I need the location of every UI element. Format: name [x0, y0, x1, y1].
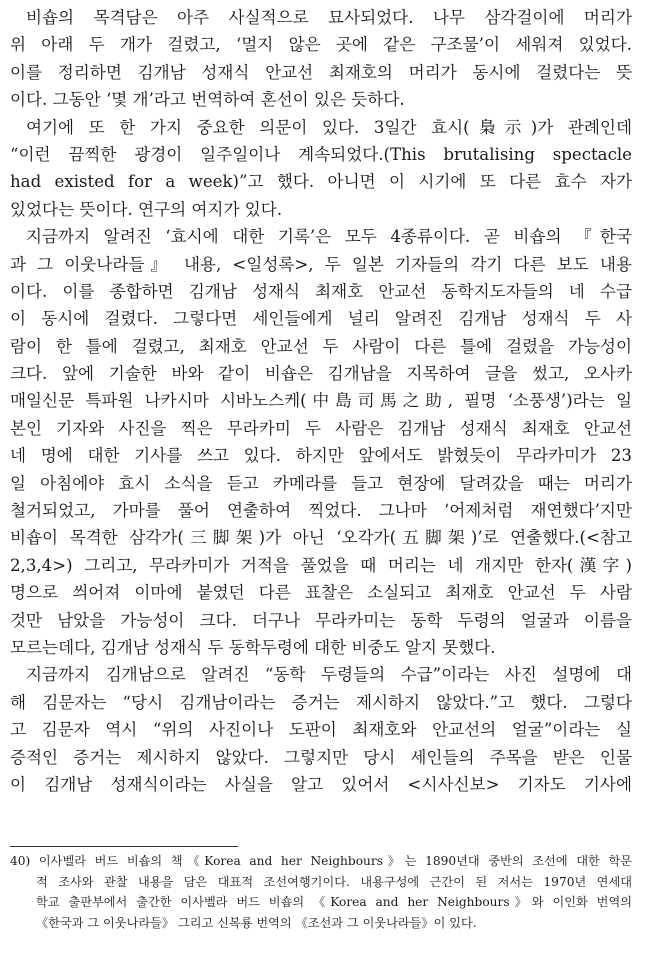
body-line: 이다. 그동안 ‘몇 개’라고 번역하여 혼선이 있은 듯하다. — [10, 90, 405, 110]
footnote-divider — [10, 846, 238, 847]
footnote-line: 적 조사와 관찰 내용을 담은 대표적 조선여행기이다. 내용구성에 근간이 된 저서는 1970년 연세대 — [36, 874, 632, 889]
footnote-line: 40) 이사벨라 버드 비숍의 책《Korea and her Neighbours》는 1890년대 중반의 조선에 대한 학문 — [10, 854, 632, 868]
body-line: 있었다는 뜻이다. 연구의 여지가 있다. — [10, 199, 283, 219]
body-line: 지금까지 김개남으로 알려진 “동학 두령들의 수급”이라는 사진 설명에 대 — [26, 665, 632, 685]
body-line: 증적인 증거는 제시하지 않았다. 그렇지만 당시 세인들의 주목을 받은 인물 — [10, 747, 632, 767]
body-line: 고 김문자 역시 “위의 사진이나 도판이 최재호와 안교선의 얼굴”이라는 실 — [10, 720, 632, 740]
body-line: 해 김문자는 “당시 김개남이라는 증거는 제시하지 않았다.”고 했다. 그렇다 — [10, 692, 632, 712]
footnote-line: 학교 출판부에서 출간한 이사벨라 버드 비숍의 《Korea and her Neighbours》와 이인화 번역의 — [36, 895, 632, 910]
body-line: 이다. 이를 종합하면 김개남 성재식 최재호 안교선 동학지도자들의 네 수급 — [10, 281, 632, 301]
body-line: 비숍이 목격한 삼각가(三脚架)가 아닌 ‘오각가(五脚架)’로 연출했다.(<참고 — [10, 528, 632, 548]
body-line: 것만 남았을 가능성이 크다. 더구나 무라카미는 동학 두령의 얼굴과 이름을 — [10, 610, 632, 630]
body-line: 이 김개남 성재식이라는 사실을 알고 있어서 <시사신보> 기자도 기사에 — [10, 774, 632, 794]
body-line: 매일신문 특파원 나카시마 시바노스케(中島司馬之助, 필명 ‘소풍생’)라는 일 — [10, 391, 632, 411]
body-line: 여기에 또 한 가지 중요한 의문이 있다. 3일간 효시(梟示)가 관례인데 — [26, 117, 632, 137]
body-line: 본인 기자와 사진을 찍은 무라카미 두 사람은 김개남 성재식 최재호 안교선 — [10, 418, 632, 438]
body-line: 비숍의 목격담은 아주 사실적으로 묘사되었다. 나무 삼각걸이에 머리가 — [26, 8, 632, 27]
footnote — [10, 851, 632, 933]
body-line: 지금까지 알려진 ‘효시에 대한 기록’은 모두 4종류이다. 곧 비숍의 『한국 — [26, 227, 632, 247]
body-line: 네 명에 대한 기사를 쓰고 있다. 하지만 앞에서도 밝혔듯이 무라카미가 23 — [10, 446, 632, 466]
body-line: 명으로 씌어져 이마에 붙였던 다른 표찰은 소실되고 최재호 안교선 두 사람 — [10, 583, 632, 603]
footnote-line: 《한국과 그 이웃나라들》 그리고 신복룡 번역의 《조선과 그 이웃나라들》이 있다. — [36, 915, 477, 930]
body-line: 철거되었고, 가마를 풀어 연출하여 찍었다. 그나마 ‘어제처럼 재연했다’지만 — [10, 501, 632, 521]
body-line: “이런 끔찍한 광경이 일주일이나 계속되었다.(This brutalising spectacle — [10, 144, 632, 164]
body-text — [10, 4, 632, 798]
body-line: 크다. 앞에 기술한 바와 같이 비숍은 김개남을 지목하여 글을 썼고, 오사카 — [10, 364, 632, 384]
body-line: 일 아침에야 효시 소식을 듣고 카메라를 들고 현장에 달려갔을 때는 머리가 — [10, 473, 632, 493]
body-line: 이를 정리하면 김개남 성재식 안교선 최재호의 머리가 동시에 걸렸다는 뜻 — [10, 62, 632, 82]
body-line: 위 아래 두 개가 걸렸고, ‘멀지 않은 곳에 같은 구조물’이 세워져 있었다. — [10, 35, 632, 55]
body-line: 과 그 이웃나라들』 내용, <일성록>, 두 일본 기자들의 각기 다른 보도 내용 — [10, 254, 632, 274]
body-line: 2,3,4>) 그리고, 무라카미가 거적을 풀었을 때 머리는 네 개지만 한자(漢字) — [10, 555, 632, 575]
body-line: 모르는데다, 김개남 성재식 두 동학두령에 대한 비중도 알지 못했다. — [10, 637, 496, 657]
body-line: had existed for a week)”고 했다. 아니면 이 시기에 또 다른 효수 자가 — [10, 172, 632, 192]
body-line: 람이 한 틀에 걸렸고, 최재호 안교선 두 사람이 다른 틀에 걸렸을 가능성이 — [10, 336, 632, 356]
body-line: 이 동시에 걸렸다. 그렇다면 세인들에게 널리 알려진 김개남 성재식 두 사 — [10, 309, 632, 329]
